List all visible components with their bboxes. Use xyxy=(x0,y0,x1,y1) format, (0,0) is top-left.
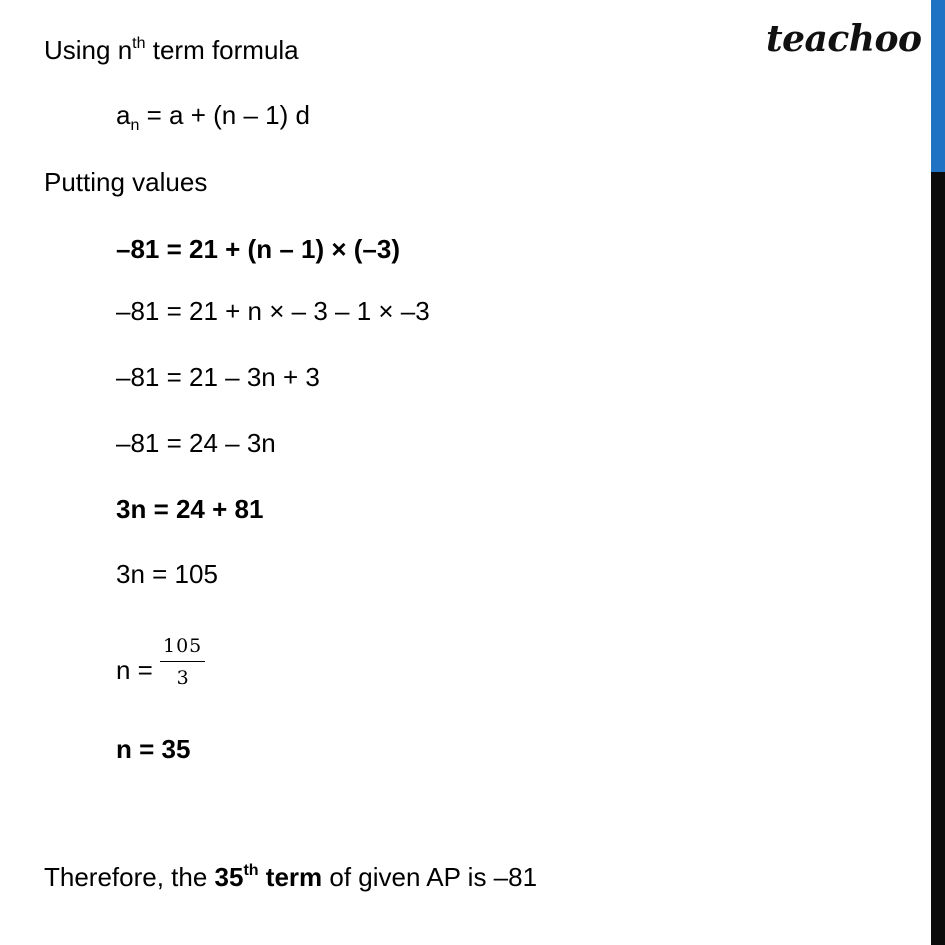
step-4: –81 = 24 – 3n xyxy=(116,428,276,458)
fraction-prefix: n = xyxy=(116,655,153,685)
putting-values-label: Putting values xyxy=(44,167,208,197)
intro-line: Using $n^{th}$ term formula xyxy=(44,35,299,65)
step-2: –81 = 21 + n × – 3 – 1 × –3 xyxy=(116,296,430,326)
step-3: –81 = 21 – 3n + 3 xyxy=(116,362,320,392)
right-edge-accent xyxy=(931,0,945,172)
step-5: 3n = 24 + 81 xyxy=(116,494,264,524)
step-6: 3n = 105 xyxy=(116,559,218,589)
fraction-numerator: 105 xyxy=(160,637,205,662)
teachoo-logo: teachoo xyxy=(766,18,922,60)
answer-line: n = 35 xyxy=(116,734,191,764)
nth-term-formula: $a_n = a + (n - 1)$ d xyxy=(116,100,310,134)
step-1: –81 = 21 + (n – 1) × (–3) xyxy=(116,234,400,264)
fraction-denominator: 3 xyxy=(176,667,189,689)
fraction xyxy=(160,637,205,688)
conclusion-line: Therefore, the 35th term of given AP is –81 xyxy=(44,862,538,892)
